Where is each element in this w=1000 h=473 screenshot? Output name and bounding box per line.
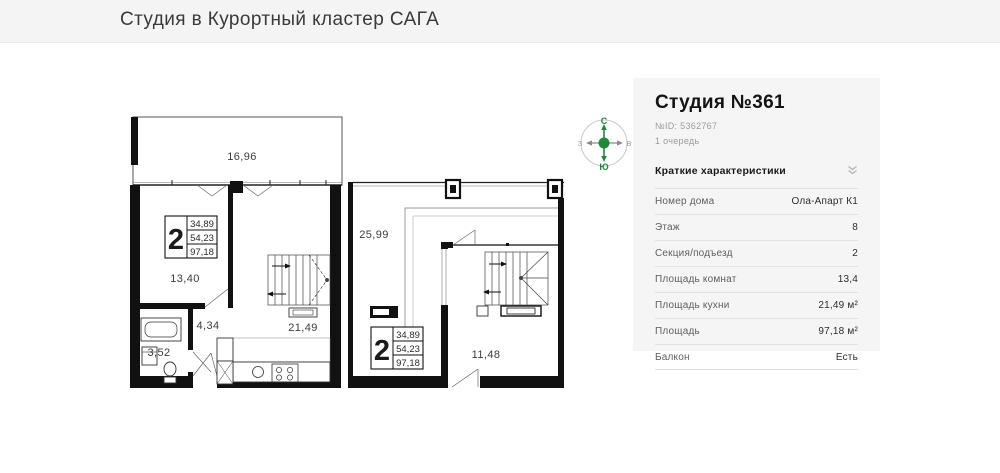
characteristics-title: Краткие характеристики xyxy=(655,165,786,177)
table-row: Площадь 97,18 м² xyxy=(655,318,858,344)
window-icon xyxy=(370,306,398,318)
characteristics-table xyxy=(655,188,858,370)
compass-east-label: В xyxy=(626,139,632,148)
staircase-level2 xyxy=(483,252,548,305)
svg-text:97,18: 97,18 xyxy=(396,358,420,369)
table-row: Номер дома Ола-Апарт К1 xyxy=(655,188,858,214)
characteristics-header[interactable] xyxy=(655,162,858,188)
table-row: Площадь комнат 13,4 xyxy=(655,266,858,292)
staircase-level1 xyxy=(267,255,330,305)
column-icon xyxy=(446,180,460,198)
svg-text:2: 2 xyxy=(167,224,185,256)
table-row: Этаж 8 xyxy=(655,214,858,240)
room-area-label: 11,48 xyxy=(471,349,501,361)
top-bar xyxy=(0,0,1000,43)
compass-north-label: С xyxy=(600,116,608,126)
svg-text:54,23: 54,23 xyxy=(396,344,420,355)
svg-text:34,89: 34,89 xyxy=(190,219,214,230)
unit-id: №ID: 5362767 xyxy=(655,121,718,131)
unit-queue: 1 очередь xyxy=(655,136,700,146)
plan-stamp-level2 xyxy=(371,327,423,369)
table-row: Балкон Есть xyxy=(655,344,858,370)
column-icon xyxy=(548,180,562,198)
plan-stamp-level1 xyxy=(165,216,217,258)
floor-plan-drawing xyxy=(123,106,573,398)
kitchen-area-label: 21,49 xyxy=(288,322,318,334)
plan-level-1 xyxy=(130,117,342,388)
plan-level-2 xyxy=(348,180,564,388)
floor-plan xyxy=(123,106,573,398)
bathtub-icon xyxy=(141,318,181,341)
unit-title: Студия №361 xyxy=(655,92,785,113)
svg-text:34,89: 34,89 xyxy=(396,330,420,341)
page-title: Студия в Курортный кластер САГА xyxy=(120,9,440,30)
compass-south-label: Ю xyxy=(599,162,609,172)
unit-info-panel xyxy=(633,78,880,363)
table-row: Секция/подъезд 2 xyxy=(655,240,858,266)
toilet-icon xyxy=(164,362,176,383)
terrace-area-label: 16,96 xyxy=(227,151,257,163)
bath-area-label: 3,52 xyxy=(147,347,171,359)
svg-text:97,18: 97,18 xyxy=(190,247,214,258)
compass-icon xyxy=(576,112,634,177)
compass-west-label: З xyxy=(577,139,583,148)
kitchen-counter xyxy=(217,338,330,384)
hall-area-label: 4,34 xyxy=(196,320,220,332)
svg-text:2: 2 xyxy=(373,335,391,367)
room-area-label: 13,40 xyxy=(170,273,200,285)
chevron-down-icon[interactable] xyxy=(847,162,858,180)
terrace-area-label: 25,99 xyxy=(359,229,389,241)
svg-text:54,23: 54,23 xyxy=(190,233,214,244)
table-row: Площадь кухни 21,49 м² xyxy=(655,292,858,318)
